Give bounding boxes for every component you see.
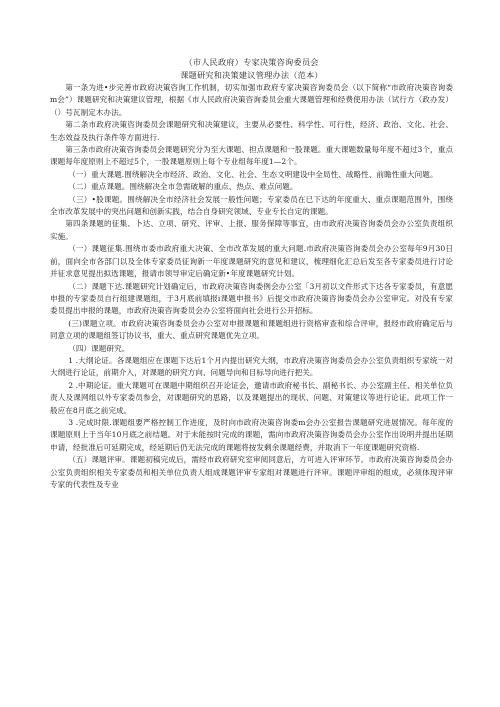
article-4-item-4-point-2: 2 .中期论证。重大课题可在课题中期组织召开论证会，邀请市政府秘书长、副秘书长、办公室副主任、相关单位负责人及课网组以外专家委员参会，对课题研究的思路，以及课题提出的现状、问题、对策建议等进行论证。此项工作一般应在8月底之前完成。 <box>50 380 453 415</box>
article-1: 第一条为进•步完善市政府决策咨询工作机制，切实加强市政府专家决策咨询委员会（以下简称“市政府决策咨询委m会”）课题研究和决策建议管理，根据《市人民政府决策咨询委员会重大课题管理和经费使用办法（试行方（政办发）（）号瓦制定木办法。 <box>50 83 453 117</box>
article-4-item-5: （五）课题评审。课题初稿完成后，需经市政府研究室审阅同意后，方可进入评审环节。市政府决策咨询委员会办公室负责组织相关专家委员和相关单位负责人组成课题评审专家组对课题进行评审。课题评审组的组成，必须体现评审专家的代表性及专业 <box>50 455 453 489</box>
article-4-item-4: （四）课题研究。 <box>68 343 130 353</box>
article-3-item-1: （一）重大课题.围绕解决全市经济、政治、文化、社会、生态文明建设中全局性、战略性、前瞻性重大问题。 <box>68 169 438 179</box>
article-4-item-4-point-3: 3 .完成时限.课题组要严格控制工作进度，及时向市政府决策咨询委m会办公室报告课题研究进展情况。每年度的课题原则上于当年10月底之前结题。对于未能按时完成的课题，需向市政府决策咨询委员会办公室作出说明并提出延期申请，经批准后可延期完成，经延期后仍无法完成的课题将按发剩余课题经费，并取消下一年度课题研究资格. <box>50 417 453 452</box>
article-3-item-2: （二）重点课题。围绕解决全市急需破解的重点、热点、难点问题。 <box>68 182 298 192</box>
article-2: 第二条市政府决策咨询委员会课题研究和决策建议，主要从必要性、科学性、可行性，经济、政治、文化、社会、生态效益及执行条件等方面进行. <box>50 120 453 142</box>
article-4-item-1: （一）课题征集.围绕市委市政府重大决策、全市改革发展的重大问题.市政府决策咨询委员会办公室每年9月30日前，面向全市各部门以及全体专家委员征询新一年度课题研究的意见和建议，梳理细化汇总后发至各专家委员进行讨论并征求意见提出拟选课题，报请市领导审定后确定新•年度课题研究计划。 <box>50 244 453 279</box>
article-3: 第三条市政府决策咨询委员会课题研究分为至大课题、担点课题和一股课题。重大课题数量每年度不超过3个，重点课题每年度原则上不超过5个，一股课题原则上每个专业组每年度1—2个。 <box>50 145 453 167</box>
document-title-line-1: （市人民政府）专家决策咨询委员会 <box>184 57 319 67</box>
article-4-item-4-point-1: 1 .大纲论证。各课题组应在课题下达后1个月内提出研究大纲，市政府决策咨询委员会办公室负责组织专家统一对大纲进行论证，前期介入，对课题的研究方向、问题导向和目标导向进行把关。 <box>50 355 453 378</box>
article-4-item-2: （二）课题下达.课题研究计划确定后，市政府决策咨询委例会办公室「3月初以文件形式下达各专家委员，有意愿申报的专家委员自行组建课题组，于3月底前填报i课题申报书》后提交市政府决策咨询委员会办公室审定。对没有专家委员提出申报的课题，市政府决策咨询委员会办公室将面向社会进行公开招标。 <box>50 281 453 316</box>
document-title-line-2: 课题研究和决策建议管理办法（范本） <box>180 70 323 80</box>
article-3-item-3: （三）•股课题。围绕解决全市经济社会发展一般性问题；专家委员在已下达的年度重大、重点课题范围外，围绕全市改革发展中的突出问题和创新实践，结合自身研究领域、专业专长自定的课题。 <box>50 194 453 217</box>
article-4: 第四条课题的征集、卜达、立项、研究、评审、上报、服务保障等事宜，由市政府决策咨询委员会办公室负责组织实施。 <box>50 219 453 241</box>
article-4-item-3: (三)课题立项。市政府决策咨询委员会办公室对申报课题和课题组进行资格审查和综合评审，报经市政府确定后与同意立项的课题组签订协议书，重大、重点研究课题优先立项。 <box>50 318 453 341</box>
